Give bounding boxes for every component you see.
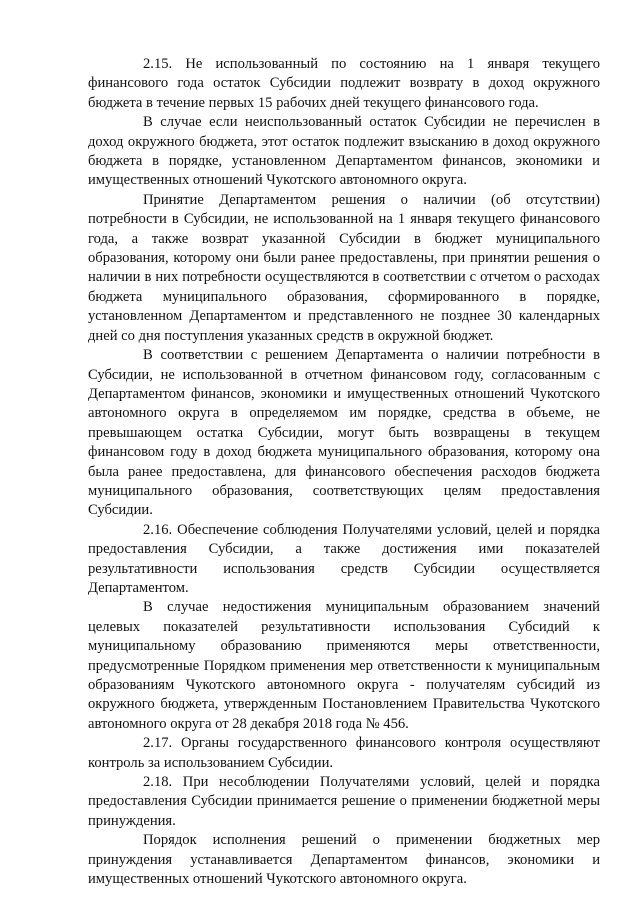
paragraph-2-15: 2.15. Не использованный по состоянию на 1 января текущего финансового года остаток Субсидии подлежит возврату в доход окружного бюджета в течение первых 15 рабочих дней текущего финансового года.: [88, 56, 600, 111]
paragraph-2-17: 2.17. Органы государственного финансового контроля осуществляют контроль за использованием Субсидии.: [88, 735, 600, 771]
paragraph-responsibility-measures: В случае недостижения муниципальным образованием значений целевых показателей результативности использования Субсидий к муниципальному образованию применяются меры ответственности, предусмотренные Порядком применения мер ответственности к муниципальным образованиям Чукотского автономного округа - получателям субсидий из окружного бюджета, утвержденным Постановлением Правительства Чукотского автономного округа от 28 декабря 2018 года № 456.: [88, 599, 600, 732]
paragraph-unused-balance-recovery: В случае если неиспользованный остаток Субсидии не перечислен в доход окружного бюджета, этот остаток подлежит взысканию в доход окружного бюджета в порядке, установленном Департаментом финансов, экономики и имущественных отношений Чукотского автономного округа.: [88, 114, 600, 189]
paragraph-enforcement-procedure: Порядок исполнения решений о применении бюджетных мер принуждения устанавливается Департаментом финансов, экономики и имущественных отношений Чукотского автономного округа.: [88, 832, 600, 888]
paragraph-department-decision: Принятие Департаментом решения о наличии (об отсутствии) потребности в Субсидии, не использованной на 1 января текущего финансового года, а также возврат указанной Субсидии в бюджет муниципального образования, которому они были ранее предоставлены, при принятии решения о наличии в них потребности осуществляются в соответствии с отчетом о расходах бюджета муниципального образования, сформированного в порядке, установленном Департаментом и представленного не позднее 30 календарных дней со дня поступления указанных средств в окружной бюджет.: [88, 191, 600, 344]
paragraph-2-16: 2.16. Обеспечение соблюдения Получателями условий, целей и порядка предоставления Субсидии, а также достижения ими показателей результативности использования средств Субсидии осуществляется Департаментом.: [88, 521, 600, 596]
paragraph-2-18: 2.18. При несоблюдении Получателями условий, целей и порядка предоставления Субсидии принимается решение о применении бюджетной меры принуждения.: [88, 774, 600, 829]
paragraph-return-of-funds: В соответствии с решением Департамента о наличии потребности в Субсидии, не использованной в отчетном финансовом году, согласованным с Департаментом финансов, экономики и имущественных отношений Чукотского автономного округа в определяемом им порядке, средства в объеме, не превышающем остатка Субсидии, могут быть возвращены в текущем финансовом году в доход бюджета муниципального образования, которому она была ранее предоставлена, для финансового обеспечения расходов бюджета муниципального образования, соответствующих целям предоставления Субсидии.: [88, 347, 600, 519]
document-page: [88, 55, 600, 889]
